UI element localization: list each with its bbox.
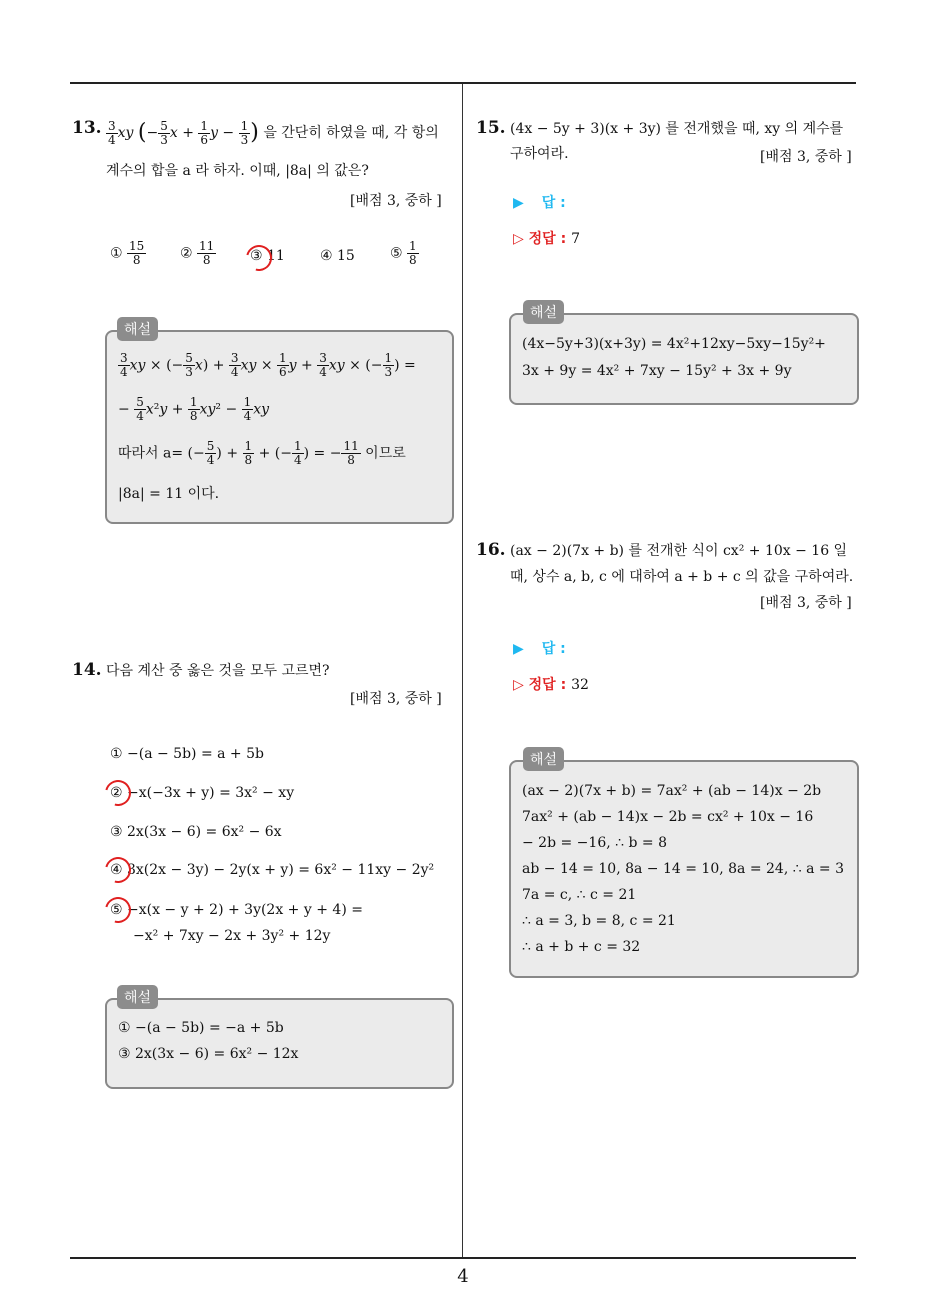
q15-score: [배점 3, 중하 ] [760,149,852,165]
q16-answer-field[interactable]: ▶ 답 : [513,641,566,657]
q14-explanation-box [105,998,454,1089]
q13-expl-line4: |8a| = 11 이다. [118,486,220,502]
q16-expl-line5: 7a = c, ∴ c = 21 [522,887,637,903]
q14-expl-line1: ① −(a − 5b) = −a + 5b [118,1020,284,1036]
q15-number: 15. [476,118,506,138]
q13-option-5[interactable]: ⑤ $\frac{1}{8}$ [390,239,417,267]
q16-expl-line2: 7ax² + (ab − 14)x − 2b = cx² + 10x − 16 [522,809,814,825]
q14-option-2[interactable]: ② −x(−3x + y) = 3x² − xy [110,785,295,801]
q13-expression: $\frac{3}{4}$ xy (− $\frac{5}{3}$ x + $\frac{1}{6}$ y − $\frac{1}{3}$ ) 을 간단히 하였을 때, 각 항의 [108,118,439,147]
q14-option-1[interactable]: ① −(a − 5b) = a + 5b [110,746,264,762]
q15-expl-line1: (4x−5y+3)(x+3y) = 4x²+12xy−5xy−15y²+ [522,336,826,352]
page-number: 4 [457,1266,469,1287]
q14-mark-5 [100,892,136,928]
q13-expl-line2: − $\frac{5}{4}$ x²y + $\frac{1}{8}$ xy² − $\frac{1}{4}$ xy [118,395,270,423]
play-icon: ▶ [513,641,524,657]
q13-selected-mark [241,240,277,276]
q15-line2: 구하여라. [510,146,569,162]
column-divider [462,84,463,1259]
q15-answer-field[interactable]: ▶ 답 : [513,195,566,211]
q13-line2: 계수의 합을 a 라 하자. 이때, |8a| 의 값은? [106,163,369,179]
q13-option-4[interactable]: ④ 15 [320,248,355,264]
q16-expl-line3: − 2b = −16, ∴ b = 8 [522,835,667,851]
q15-correct-answer: ▷ 정답 : 7 [513,231,580,247]
play-icon: ▶ [513,195,524,211]
q14-expl-line2: ③ 2x(3x − 6) = 6x² − 12x [118,1046,299,1062]
q16-expl-line7: ∴ a + b + c = 32 [522,939,641,955]
q14-score: [배점 3, 중하 ] [350,691,442,707]
q14-mark-2 [100,775,136,811]
top-rule [70,82,856,84]
q14-number: 14. [72,660,102,680]
triangle-outline-icon: ▷ [513,677,524,693]
q16-line2: 때, 상수 a, b, c 에 대하여 a + b + c 의 값을 구하여라. [510,569,854,585]
q15-expl-line2: 3x + 9y = 4x² + 7xy − 15y² + 3x + 9y [522,363,792,379]
q13-number: 13. [72,118,102,138]
q16-expl-line6: ∴ a = 3, b = 8, c = 21 [522,913,676,929]
q15-explanation-tag: 해설 [523,300,564,324]
q16-expl-line4: ab − 14 = 10, 8a − 14 = 10, 8a = 24, ∴ a = 3 [522,861,844,877]
q16-correct-answer: ▷ 정답 : 32 [513,677,589,693]
q13-option-3[interactable]: ③ 11 [250,248,285,264]
q16-score: [배점 3, 중하 ] [760,595,852,611]
bottom-rule [70,1257,856,1259]
q13-explanation-tag: 해설 [117,317,158,341]
q13-expl-line3: 따라서 a= (− $\frac{5}{4}$ ) + $\frac{1}{8}$ + (− $\frac{1}{4}$ ) = − $\frac{11}{8}$ 이므로 [118,439,406,467]
q16-explanation-tag: 해설 [523,747,564,771]
q14-option-4[interactable]: ④ 3x(2x − 3y) − 2y(x + y) = 6x² − 11xy − 2y² [110,862,435,878]
q13-option-2[interactable]: ② $\frac{11}{8}$ [180,239,215,267]
q13-line1-suffix: 을 간단히 하였을 때, 각 항의 [263,125,439,141]
q15-explanation-box [509,313,859,405]
q13-option-1[interactable]: ① $\frac{15}{8}$ [110,239,145,267]
q16-line1: (ax − 2)(7x + b) 를 전개한 식이 cx² + 10x − 16 일 [510,543,848,559]
q14-option-3[interactable]: ③ 2x(3x − 6) = 6x² − 6x [110,824,282,840]
triangle-outline-icon: ▷ [513,231,524,247]
q14-line1: 다음 계산 중 옳은 것을 모두 고르면? [106,663,330,679]
q16-number: 16. [476,540,506,560]
q14-option-5-cont: −x² + 7xy − 2x + 3y² + 12y [133,928,331,944]
q14-option-5[interactable]: ⑤ −x(x − y + 2) + 3y(2x + y + 4) = [110,902,363,918]
q15-line1: (4x − 5y + 3)(x + 3y) 를 전개했을 때, xy 의 계수를 [510,121,844,137]
q14-explanation-tag: 해설 [117,985,158,1009]
q13-expl-line1: $\frac{3}{4}$ xy × (− $\frac{5}{3}$ x) + $\frac{3}{4}$ xy × $\frac{1}{6}$ y + $\frac{3}{4}$ xy × (− $\frac{1}{3}$ ) = [120,351,416,379]
q14-mark-4 [100,852,136,888]
q16-expl-line1: (ax − 2)(7x + b) = 7ax² + (ab − 14)x − 2b [522,783,822,799]
q13-score: [배점 3, 중하 ] [350,193,442,209]
